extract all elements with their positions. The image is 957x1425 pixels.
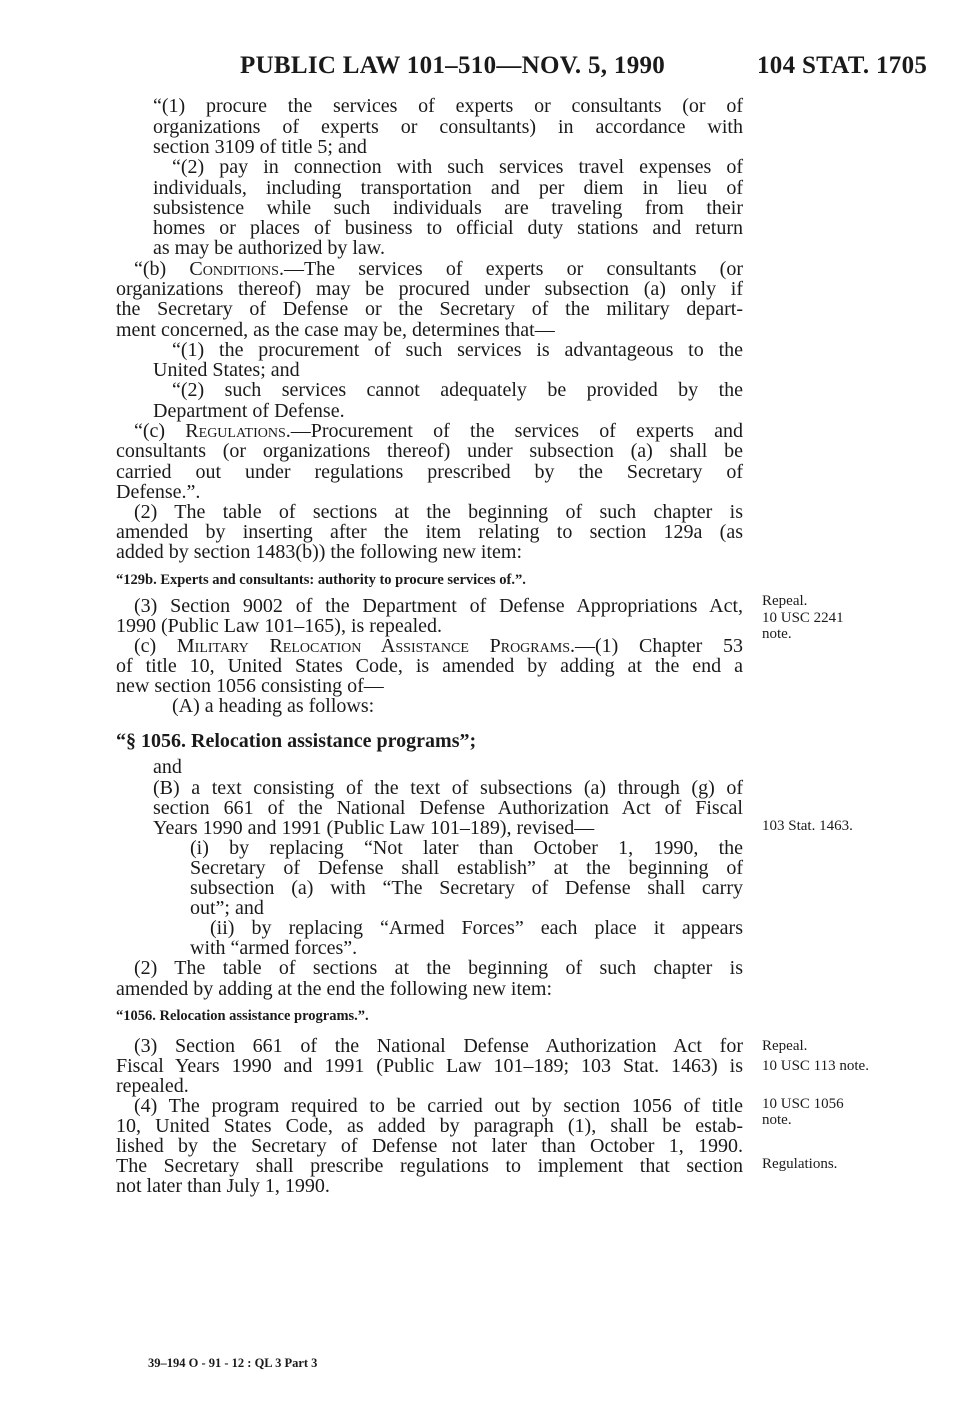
margin-note: note. <box>762 626 792 642</box>
text-line <box>134 420 743 442</box>
text-fragment: .—(1) Chapter 53 <box>569 635 743 657</box>
margin-note: 10 USC 1056 <box>762 1096 844 1112</box>
text-line <box>134 635 743 657</box>
text-line: amended by inserting after the item relating to section 129a (as <box>116 521 743 543</box>
text-line: Years 1990 and 1991 (Public Law 101–189), revised— <box>153 817 595 839</box>
text-fragment: .—The services of experts or consultants (or <box>278 258 743 280</box>
text-line: (2) The table of sections at the beginning of such chapter is <box>134 957 743 979</box>
text-line: “(1) the procurement of such services is advantageous to the <box>172 339 743 361</box>
text-line: amended by adding at the end the following new item: <box>116 978 552 1000</box>
text-line: (3) Section 9002 of the Department of Defense Appropriations Act, <box>134 595 743 617</box>
text-line: (i) by replacing “Not later than October 1, 1990, the <box>190 837 743 859</box>
text-line: with “armed forces”. <box>190 937 358 959</box>
text-line: (ii) by replacing “Armed Forces” each place it appears <box>210 917 743 939</box>
text-line: “(2) such services cannot adequately be provided by the <box>172 379 743 401</box>
text-line: section 3109 of title 5; and <box>153 136 367 158</box>
margin-note: Repeal. <box>762 593 808 609</box>
text-line: Fiscal Years 1990 and 1991 (Public Law 101–189; 103 Stat. 1463) is <box>116 1055 743 1077</box>
text-line: (A) a heading as follows: <box>172 695 375 717</box>
text-line: (3) Section 661 of the National Defense Authorization Act for <box>134 1035 743 1057</box>
running-head-title: PUBLIC LAW 101–510—NOV. 5, 1990 <box>240 52 666 79</box>
margin-note: 10 USC 113 note. <box>762 1058 869 1074</box>
subsection-heading: Conditions <box>189 258 279 280</box>
text-line <box>134 258 743 280</box>
text-line: subsistence while such individuals are traveling from their <box>153 197 743 219</box>
text-line: (2) The table of sections at the beginning of such chapter is <box>134 501 743 523</box>
text-line: out”; and <box>190 897 264 919</box>
text-line: ment concerned, as the case may be, determines that— <box>116 319 555 341</box>
text-line: (B) a text consisting of the text of subsections (a) through (g) of <box>153 777 743 799</box>
subsection-heading: Regulations <box>185 420 286 442</box>
margin-note: 103 Stat. 1463. <box>762 818 853 834</box>
text-line: and <box>153 756 182 778</box>
text-line: as may be authorized by law. <box>153 237 385 259</box>
print-footer: 39–194 O - 91 - 12 : QL 3 Part 3 <box>148 1356 318 1370</box>
text-fragment: .—Procurement of the services of experts and <box>285 420 743 442</box>
text-line: “(1) procure the services of experts or consultants (or of <box>153 95 743 117</box>
text-line: repealed. <box>116 1075 189 1097</box>
text-line: section 661 of the National Defense Authorization Act of Fiscal <box>153 797 743 819</box>
margin-note: 10 USC 2241 <box>762 610 844 626</box>
text-line: organizations of experts or consultants) in accordance with <box>153 116 743 138</box>
text-line: subsection (a) with “The Secretary of Defense shall carry <box>190 877 743 899</box>
subsection-heading: Military Relocation Assistance Programs <box>176 635 570 657</box>
text-line: organizations thereof) may be procured under subsection (a) only if <box>116 278 743 300</box>
text-line: new section 1056 consisting of— <box>116 675 384 697</box>
text-line: consultants (or organizations thereof) under subsection (a) shall be <box>116 440 743 462</box>
text-line: the Secretary of Defense or the Secretary of the military depart- <box>116 298 743 320</box>
section-heading: “§ 1056. Relocation assistance programs”; <box>116 730 477 752</box>
text-line: added by section 1483(b)) the following new item: <box>116 541 523 563</box>
text-line: of title 10, United States Code, is amended by adding at the end a <box>116 655 743 677</box>
text-line: not later than July 1, 1990. <box>116 1175 330 1197</box>
text-line: 1990 (Public Law 101–165), is repealed. <box>116 615 443 637</box>
text-fragment: “(c) <box>134 420 186 442</box>
text-line: 10, United States Code, as added by paragraph (1), shall be estab- <box>116 1115 743 1137</box>
page-stat-number: 104 STAT. 1705 <box>757 52 928 79</box>
table-of-sections-item: “1056. Relocation assistance programs.”. <box>116 1008 369 1024</box>
table-of-sections-item: “129b. Experts and consultants: authority to procure services of.”. <box>116 572 526 588</box>
text-line: carried out under regulations prescribed by the Secretary of <box>116 461 743 483</box>
text-fragment: (c) <box>134 635 177 657</box>
text-line: Department of Defense. <box>153 400 345 422</box>
text-line: lished by the Secretary of Defense not later than October 1, 1990. <box>116 1135 743 1157</box>
text-line: “(2) pay in connection with such services travel expenses of <box>172 156 743 178</box>
text-line: The Secretary shall prescribe regulations to implement that section <box>116 1155 743 1177</box>
text-line: homes or places of business to official duty stations and return <box>153 217 743 239</box>
text-fragment: “(b) <box>134 258 190 280</box>
margin-note: note. <box>762 1112 792 1128</box>
text-line: Secretary of Defense shall establish” at the beginning of <box>190 857 743 879</box>
text-line: United States; and <box>153 359 300 381</box>
margin-note: Regulations. <box>762 1156 838 1172</box>
text-line: (4) The program required to be carried out by section 1056 of title <box>134 1095 743 1117</box>
text-line: Defense.”. <box>116 481 201 503</box>
margin-note: Repeal. <box>762 1038 808 1054</box>
text-line: individuals, including transportation and per diem in lieu of <box>153 177 743 199</box>
